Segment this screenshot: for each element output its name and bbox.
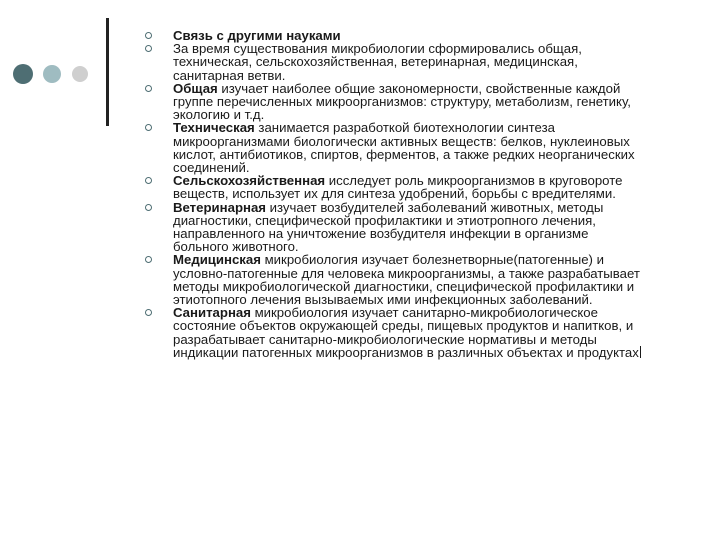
decorative-dot-gray [72,66,88,82]
bullet-term: Ветеринарная [173,199,266,215]
bullet-item [145,82,645,122]
bullet-item [145,201,645,254]
decorative-dot-dark [13,64,33,84]
bullet-circle-icon [145,177,152,184]
bullet-term: Медицинская [173,252,261,268]
decorative-dot-light [43,65,61,83]
bullet-circle-icon [145,204,152,211]
bullet-circle-icon [145,124,152,131]
bullet-text: занимается разработкой биотехнологии синтеза микроорганизмами биологически активных веществ: белков, нуклеиновых кислот, антибиотиков, спиртов, ферментов, а также редких неорганических соединений. [173,120,635,176]
bullet-term: Сельскохозяйственная [173,173,326,189]
bullet-circle-icon [145,45,152,52]
bullet-term: Общая [173,80,218,96]
bullet-circle-icon [145,256,152,263]
bullet-text: изучает возбудителей заболеваний животных, методы диагностики, специфической профилактики и этиотропного лечения, направленного на уничтожение возбудителя инфекции в организме больного животного. [173,199,604,255]
bullet-item [145,42,645,82]
bullet-list [145,29,645,359]
bullet-text: микробиология изучает болезнетворные(патогенные) и условно-патогенные для человека микроорганизмы, а также разрабатывает методы микробиологической диагностики, специфической профилактики и этиотопного лечения вызываемых ими инфекционных заболеваний. [173,252,640,308]
bullet-circle-icon [145,32,152,39]
bullet-text: микробиология изучает санитарно-микробиологическое состояние объектов окружающей среды, пищевых продуктов и напитков, и разрабатывает санитарно-микробиологические нормативы и методы индикации патогенных микроорганизмов в различных объектах и продуктах [173,305,639,360]
bullet-circle-icon [145,309,152,316]
bullet-text: исследует роль микроорганизмов в круговороте веществ, использует их для синтеза удобрений, борьбы с вредителями. [173,173,623,202]
bullet-term: Санитарная [173,305,251,321]
bullet-term: Связь с другими науками [173,28,341,43]
bullet-term: Техническая [173,120,255,136]
bullet-item [145,121,645,174]
text-cursor [640,346,641,358]
decorative-vertical-line [106,18,109,126]
bullet-item [145,306,645,359]
bullet-circle-icon [145,85,152,92]
bullet-item [145,174,645,200]
bullet-text: За время существования микробиологии сформировались общая, техническая, сельскохозяйственная, ветеринарная, медицинская, санитарная ветви. [173,41,582,83]
bullet-item [145,253,645,306]
bullet-text: изучает наиболее общие закономерности, свойственные каждой группе перечисленных микроорганизмов: структуру, метаболизм, генетику, экологию и т.д. [173,80,631,123]
